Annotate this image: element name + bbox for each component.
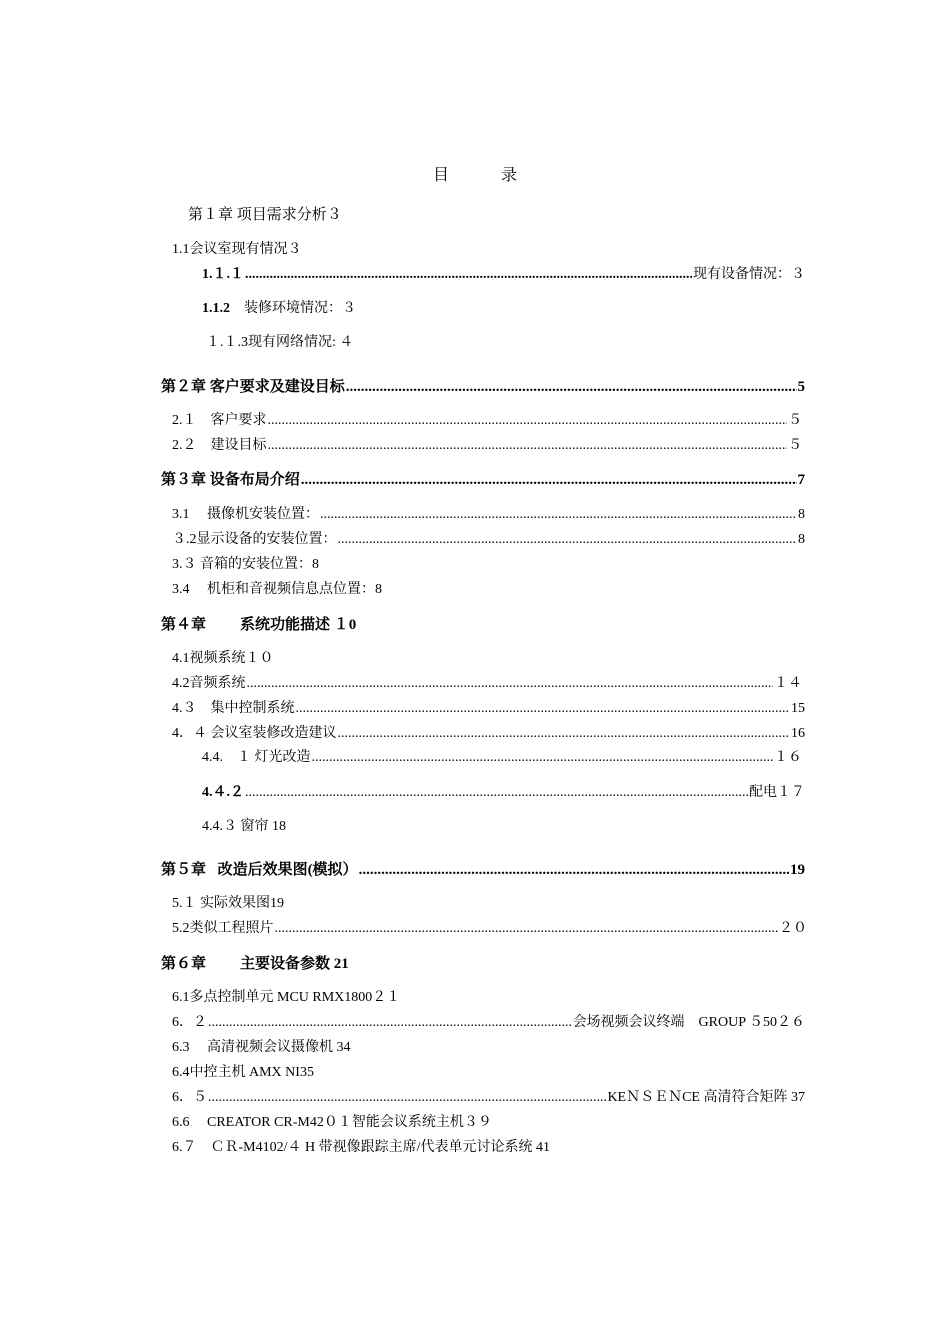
toc-entry-label: 第４章 xyxy=(161,617,207,633)
toc-entry-3-3[interactable] xyxy=(172,555,319,575)
toc-entry-label: 6.1多点控制单元 MCU RMX1800２１ xyxy=(172,990,401,1005)
toc-title-char-2: 录 xyxy=(501,167,518,184)
toc-entry-5-2[interactable] xyxy=(172,919,807,939)
leader-dots xyxy=(338,724,791,744)
toc-entry-page: １４ xyxy=(774,676,802,691)
toc-entry-label: 5.2类似工程照片 xyxy=(172,921,274,936)
toc-entry-page: 8 xyxy=(798,507,805,522)
toc-entry-label: 6.3 高清视频会议摄像机 34 xyxy=(172,1040,351,1055)
toc-entry-page: ５ xyxy=(788,413,802,428)
toc-entry-label: 6．５ xyxy=(172,1090,207,1105)
leader-dots xyxy=(312,748,774,768)
toc-entry-label: 第１章 项目需求分析３ xyxy=(188,207,342,223)
toc-entry-6-7[interactable] xyxy=(172,1138,550,1158)
toc-entry-chapter-4[interactable] xyxy=(161,615,356,635)
toc-entry-label: ３.2显示设备的安装位置： xyxy=(172,532,337,547)
toc-entry-label: 5.１ 实际效果图19 xyxy=(172,896,284,911)
toc-entry-page: 5 xyxy=(797,379,805,395)
toc-entry-4-4[interactable] xyxy=(172,724,805,744)
toc-entry-label: １.１.3现有网络情况: ４ xyxy=(206,335,354,350)
toc-entry-title: 系统功能描述 １0 xyxy=(240,617,357,633)
toc-entry-page: ２０ xyxy=(779,921,807,936)
toc-entry-2-1[interactable] xyxy=(172,411,802,431)
toc-entry-label: 4.4. １ 灯光改造 xyxy=(202,750,311,765)
leader-dots xyxy=(296,699,791,719)
leader-dots xyxy=(247,674,774,694)
toc-entry-page: 15 xyxy=(791,701,805,716)
toc-entry-page: 会场视频会议终端 GROUP ５50２６ xyxy=(572,1015,805,1030)
toc-entry-label: 第３章 设备布局介绍 xyxy=(161,472,300,488)
toc-entry-label: 第２章 客户要求及建设目标 xyxy=(161,379,345,395)
toc-entry-label: 4.1视频系统１０ xyxy=(172,651,274,666)
toc-entry-5-1[interactable] xyxy=(172,894,284,914)
toc-entry-chapter-5[interactable] xyxy=(161,860,805,880)
toc-entry-6-6[interactable] xyxy=(172,1113,492,1133)
toc-entry-label: 4．４ 会议室装修改造建议 xyxy=(172,726,337,741)
toc-entry-label: 4.３ 集中控制系统 xyxy=(172,701,295,716)
toc-entry-6-3[interactable] xyxy=(172,1038,351,1058)
toc-entry-4-3[interactable] xyxy=(172,699,805,719)
toc-entry-label: 3.３ 音箱的安装位置：8 xyxy=(172,557,319,572)
toc-entry-1-1-1[interactable] xyxy=(202,265,805,285)
toc-entry-1-1-3[interactable] xyxy=(206,333,353,353)
toc-title xyxy=(0,162,950,185)
leader-dots xyxy=(268,411,788,431)
toc-entry-label: 6．２ xyxy=(172,1015,207,1030)
toc-entry-6-2[interactable] xyxy=(172,1013,805,1033)
toc-entry-title: 装修环境情况：３ xyxy=(244,301,356,316)
toc-entry-page: 现有设备情况：３ xyxy=(693,267,805,282)
toc-entry-label: 6.6 CREATOR CR-M42０１智能会议系统主机３９ xyxy=(172,1115,492,1130)
toc-entry-3-1[interactable] xyxy=(172,505,805,525)
toc-entry-page: KEＮＳＥＮCE 高清符合矩阵 37 xyxy=(607,1090,805,1105)
toc-entry-chapter-2[interactable] xyxy=(161,377,805,397)
toc-entry-label: 1.1.2 xyxy=(202,301,230,316)
toc-entry-2-2[interactable] xyxy=(172,436,802,456)
leader-dots xyxy=(301,470,797,490)
leader-dots xyxy=(338,530,798,550)
toc-entry-4-1[interactable] xyxy=(172,649,274,669)
toc-entry-chapter-1[interactable] xyxy=(188,205,342,225)
leader-dots xyxy=(208,1088,606,1108)
leader-dots xyxy=(208,1013,572,1033)
toc-entry-label: 1.1会议室现有情况３ xyxy=(172,242,302,257)
toc-entry-4-4-2[interactable] xyxy=(202,783,805,803)
toc-entry-label: 2.１ 客户要求 xyxy=(172,413,267,428)
toc-entry-chapter-6[interactable] xyxy=(161,954,349,974)
toc-entry-page: 19 xyxy=(790,862,805,878)
toc-entry-page: 8 xyxy=(798,532,805,547)
toc-entry-label: 6.4中控主机 AMX NI35 xyxy=(172,1065,314,1080)
toc-entry-label: 4.４.２ xyxy=(202,785,244,800)
toc-entry-title: 改造后效果图(模拟） xyxy=(217,862,358,878)
toc-entry-4-2[interactable] xyxy=(172,674,802,694)
toc-entry-label: 第５章 xyxy=(161,862,207,878)
leader-dots xyxy=(245,783,748,803)
leader-dots xyxy=(268,436,788,456)
toc-entry-4-4-3[interactable] xyxy=(202,817,286,837)
toc-entry-label: 4.2音频系统 xyxy=(172,676,246,691)
toc-entry-label: 3.4 机柜和音视频信息点位置：8 xyxy=(172,582,382,597)
toc-entry-page: ５ xyxy=(788,438,802,453)
toc-entry-6-5[interactable] xyxy=(172,1088,805,1108)
toc-entry-4-4-1[interactable] xyxy=(202,748,802,768)
toc-entry-1-1-2[interactable] xyxy=(202,299,356,319)
toc-entry-page: 7 xyxy=(797,472,805,488)
toc-entry-label: 第６章 xyxy=(161,956,207,972)
toc-entry-1-1[interactable] xyxy=(172,240,302,260)
toc-title-char-1: 目 xyxy=(432,167,449,184)
leader-dots xyxy=(320,505,797,525)
toc-entry-label: 4.4.３ 窗帘 18 xyxy=(202,819,286,834)
leader-dots xyxy=(275,919,779,939)
leader-dots xyxy=(245,265,692,285)
toc-entry-title: 主要设备参数 21 xyxy=(240,956,349,972)
toc-entry-6-1[interactable] xyxy=(172,988,400,1008)
toc-entry-chapter-3[interactable] xyxy=(161,470,805,490)
toc-entry-page: １６ xyxy=(774,750,802,765)
toc-entry-3-4[interactable] xyxy=(172,580,382,600)
toc-entry-label: 1.１.１ xyxy=(202,267,244,282)
leader-dots xyxy=(346,377,797,397)
toc-entry-label: 3.1 摄像机安装位置： xyxy=(172,507,319,522)
leader-dots xyxy=(359,860,789,880)
toc-entry-3-2[interactable] xyxy=(172,530,805,550)
toc-entry-label: 2.２ 建设目标 xyxy=(172,438,267,453)
toc-entry-page: 配电１７ xyxy=(749,785,805,800)
toc-entry-label: 6.７ ＣＲ-M4102/４ H 带视像跟踪主席/代表单元讨论系统 41 xyxy=(172,1140,550,1155)
toc-entry-6-4[interactable] xyxy=(172,1063,314,1083)
toc-entry-page: 16 xyxy=(791,726,805,741)
